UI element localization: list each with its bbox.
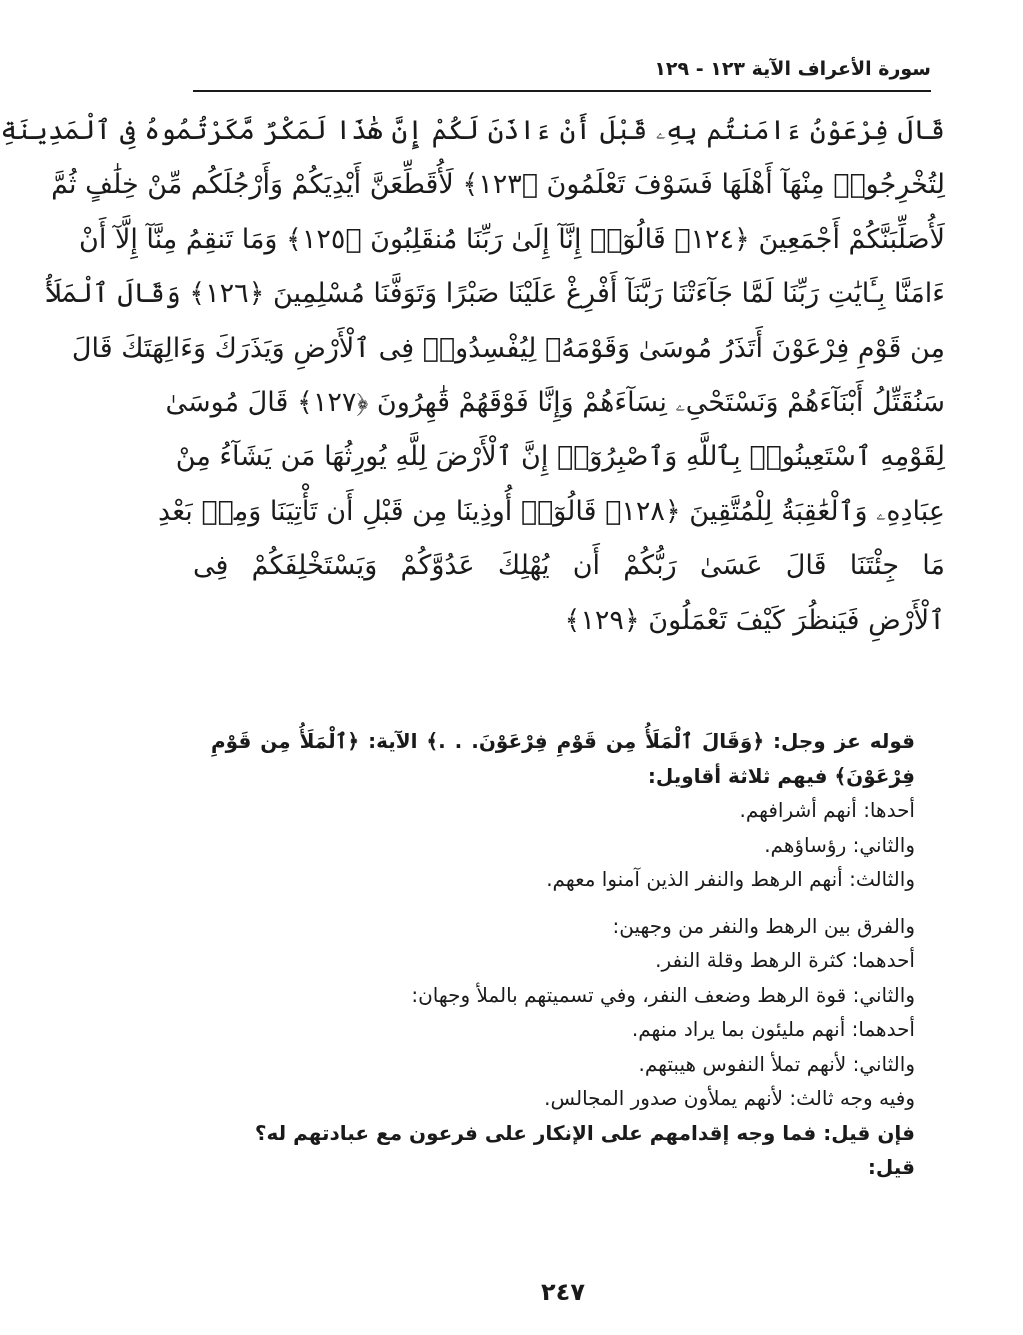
commentary-paragraph: أحدهما: كثرة الرهط وقلة النفر.	[655, 948, 915, 972]
verse-line: لِتُخْرِجُوا۟ مِنْهَآ أَهْلَهَا فَسَوْفَ تَعْلَمُونَ ﴿١٢٣﴾ لَأُقَطِّعَنَّ أَيْدِيَكُمْ وَأَرْجُلَكُم مِّنْ خِلَٰفٍ ثُمَّ	[51, 169, 945, 201]
quran-verses	[0, 104, 945, 702]
verse-line: سَنُقَتِّلُ أَبْنَآءَهُمْ وَنَسْتَحْىِۦ نِسَآءَهُمْ وَإِنَّا فَوْقَهُمْ قَٰهِرُونَ ﴿١٢٧﴾ قَالَ مُوسَىٰ	[165, 386, 945, 418]
commentary-intro: قوله عز وجل: ﴿وَقَالَ ٱلْمَلَأُ مِن قَوْمِ فِرْعَوْنَ. . .﴾ الآية: ﴿ٱلْمَلَأُ مِن قَوْمِ فِرْعَوْنَ﴾ فيهم ثلاثة أقاويل:	[211, 729, 915, 788]
commentary-paragraph: أحدها: أنهم أشرافهم.	[739, 798, 915, 822]
commentary-paragraph: أحدهما: أنهم مليئون بما يراد منهم.	[631, 1017, 915, 1041]
verse-line: ٱلْأَرْضِ فَيَنظُرَ كَيْفَ تَعْمَلُونَ ﴿١٢٩﴾	[564, 604, 945, 636]
verse-line: ءَامَنَّا بِـَٔايَٰتِ رَبِّنَا لَمَّا جَآءَتْنَا رَبَّنَآ أَفْرِغْ عَلَيْنَا صَبْرًا وَتَوَفَّنَا مُسْلِمِينَ ﴿١٢٦﴾ وَقَالَ ٱلْمَلَأُ	[45, 278, 945, 310]
running-header	[193, 52, 931, 92]
commentary	[211, 724, 915, 1185]
header-rule	[193, 90, 931, 92]
verse-line: مَا جِئْتَنَا قَالَ عَسَىٰ رَبُّكُمْ أَن يُهْلِكَ عَدُوَّكُمْ وَيَسْتَخْلِفَكُمْ فِى	[193, 550, 945, 582]
commentary-paragraph: والثاني: رؤساؤهم.	[764, 832, 915, 857]
commentary-paragraph: والثاني: قوة الرهط وضعف النفر، وفي تسميتهم بالملأ وجهان:	[411, 982, 915, 1007]
commentary-paragraph: وفيه وجه ثالث: لأنهم يملأون صدور المجالس.	[544, 1086, 915, 1110]
header-title: سورة الأعراف الآية ١٢٣ - ١٢٩	[654, 58, 931, 80]
commentary-paragraph: والثالث: أنهم الرهط والنفر الذين آمنوا معهم.	[546, 867, 915, 891]
verse-line: لِقَوْمِهِ ٱسْتَعِينُوا۟ بِٱللَّهِ وَٱصْبِرُوٓا۟ إِنَّ ٱلْأَرْضَ لِلَّهِ يُورِثُهَا مَن يَشَآءُ مِنْ	[175, 441, 945, 473]
verse-line: عِبَادِهِۦ وَٱلْعَٰقِبَةُ لِلْمُتَّقِينَ ﴿١٢٨﴾ قَالُوٓا۟ أُوذِينَا مِن قَبْلِ أَن تَأْتِيَنَا وَمِنۢ بَعْدِ	[158, 495, 945, 527]
commentary-paragraph: فإن قيل: فما وجه إقدامهم على الإنكار على فرعون مع عبادتهم له؟ قيل:	[254, 1120, 915, 1179]
verse-line: مِن قَوْمِ فِرْعَوْنَ أَتَذَرُ مُوسَىٰ وَقَوْمَهُۥ لِيُفْسِدُوا۟ فِى ٱلْأَرْضِ وَيَذَرَكَ وَءَالِهَتَكَ قَالَ	[71, 332, 945, 364]
commentary-paragraph: والثاني: لأنهم تملأ النفوس هيبتهم.	[638, 1051, 915, 1076]
verse-line: لَأُصَلِّبَنَّكُمْ أَجْمَعِينَ ﴿١٢٤﴾ قَالُوٓا۟ إِنَّآ إِلَىٰ رَبِّنَا مُنقَلِبُونَ ﴿١٢٥﴾ وَمَا تَنقِمُ مِنَّآ إِلَّآ أَنْ	[79, 223, 945, 255]
verse-line: قَالَ فِرْعَوْنُ ءَامَنتُم بِهِۦ قَبْلَ أَنْ ءَاذَنَ لَكُمْ إِنَّ هَٰذَا لَمَكْرٌ مَّكَرْتُمُوهُ فِى ٱلْمَدِينَةِ	[0, 115, 945, 146]
paragraph-gap	[211, 897, 915, 909]
page-number: ٢٤٧	[541, 1278, 585, 1306]
commentary-paragraph: والفرق بين الرهط والنفر من وجهين:	[612, 913, 915, 938]
